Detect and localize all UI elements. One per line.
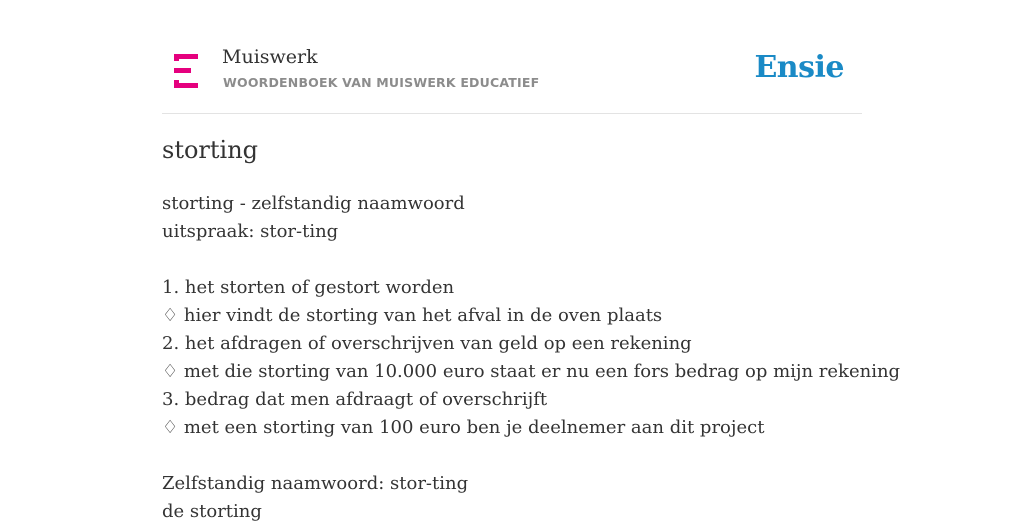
definition-line: 2. het afdragen of overschrijven van geld op een rekening	[162, 333, 692, 354]
muiswerk-logo-icon[interactable]	[172, 54, 200, 88]
definition-line: Zelfstandig naamwoord: stor-ting	[162, 473, 469, 494]
definition-line: ♢ met die storting van 10.000 euro staat er nu een fors bedrag op mijn rekening	[162, 361, 901, 382]
header	[162, 0, 862, 114]
brand-subtitle: WOORDENBOEK VAN MUISWERK EDUCATIEF	[223, 75, 540, 90]
definition-line: ♢ hier vindt de storting van het afval in de oven plaats	[162, 305, 663, 326]
entry-definition	[162, 190, 901, 526]
page-container	[162, 0, 901, 522]
definition-line: 1. het storten of gestort worden	[162, 277, 455, 298]
entry-title: storting	[162, 136, 259, 164]
definition-line: de storting	[162, 501, 262, 522]
definition-line: storting - zelfstandig naamwoord	[162, 193, 465, 214]
definition-spacer	[162, 246, 882, 274]
definition-line: 3. bedrag dat men afdraagt of overschrijft	[162, 389, 548, 410]
brand-name[interactable]: Muiswerk	[222, 46, 318, 68]
definition-line: ♢ met een storting van 100 euro ben je deelnemer aan dit project	[162, 417, 765, 438]
ensie-logo-link[interactable]: Ensie	[754, 50, 844, 85]
definition-spacer	[162, 442, 882, 470]
definition-line: uitspraak: stor-ting	[162, 221, 339, 242]
